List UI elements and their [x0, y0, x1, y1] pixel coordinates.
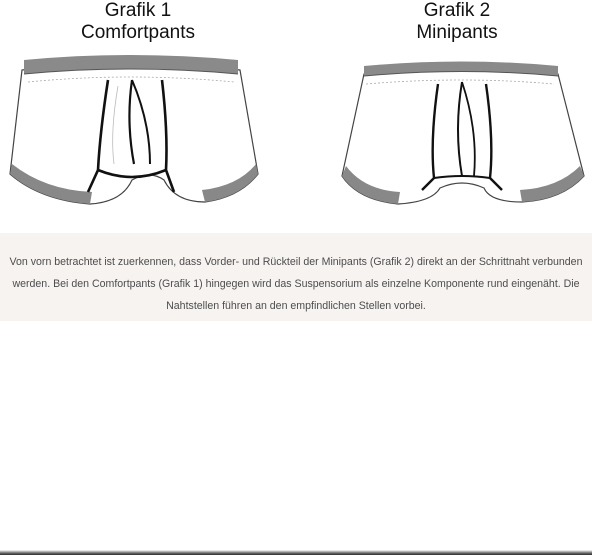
- figure-minipants: [322, 0, 592, 44]
- figure-title: [0, 0, 276, 44]
- minipants-illustration: [322, 60, 592, 210]
- caption-box: [0, 233, 592, 321]
- figure-title-line1: Grafik 2: [423, 0, 491, 21]
- figure-title-line2: Comfortpants: [80, 22, 196, 43]
- bottom-image-edge: [0, 550, 592, 555]
- figure-comfortpants: [0, 0, 276, 44]
- caption-text: Von vorn betrachtet ist zuerkennen, dass Vorder- und Rückteil der Minipants (Grafik 2) direkt an der Schrittnaht verbunden werden. Bei den Comfortpants (Grafik 1) hingegen wird das Suspensorium als einzelne Komponente rund eingenäht. Die Nahtstellen führen an den empfindlichen Stellen vorbei.: [9, 256, 583, 312]
- figure-title-line2: Minipants: [416, 22, 498, 43]
- figure-title-line1: Grafik 1: [104, 0, 172, 21]
- figure-title: [322, 0, 592, 44]
- comfortpants-illustration: [0, 52, 276, 212]
